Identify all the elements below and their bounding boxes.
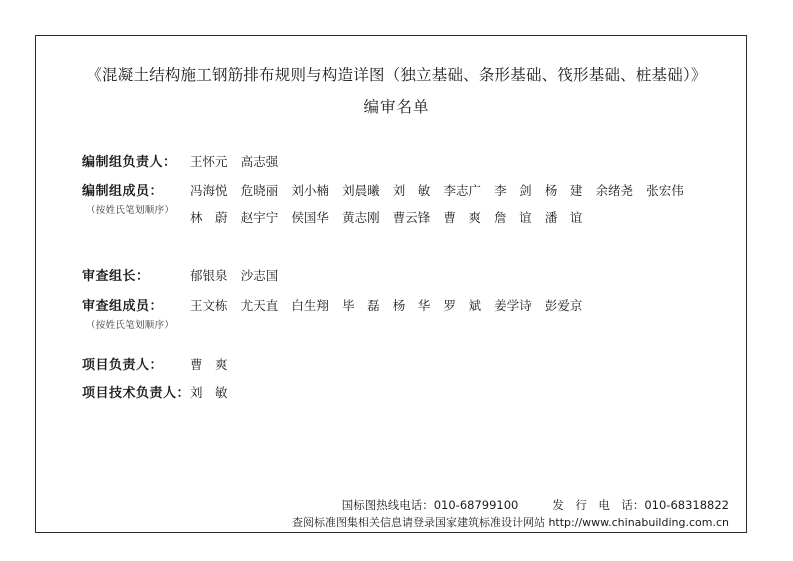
- person-name: 曹 爽: [190, 357, 228, 372]
- review-members-section: [82, 295, 596, 331]
- editor-lead-names: [190, 152, 291, 170]
- person-name: 高志强: [240, 154, 279, 169]
- editor-members-line1: [190, 181, 697, 199]
- person-name: 毕 磊: [342, 298, 380, 313]
- review-members-label: 审查组成员：: [82, 299, 164, 314]
- person-name: 杨 华: [392, 298, 431, 313]
- person-name: 刘晨曦: [342, 183, 380, 198]
- person-name: 李志广: [443, 183, 481, 198]
- person-name: 赵宇宁: [240, 210, 279, 225]
- editor-members-label: 编制组成员：: [82, 184, 164, 199]
- footer-phones: [342, 497, 729, 513]
- review-lead-section: [82, 265, 291, 284]
- footer-website: 查阅标准图集相关信息请登录国家建筑标准设计网站 http://www.chinabuilding.com.cn: [291, 516, 729, 529]
- project-lead-section: [82, 354, 241, 373]
- editor-lead-section: [82, 151, 291, 170]
- person-name: 林 蔚: [190, 210, 228, 225]
- tech-lead-names: [190, 383, 241, 401]
- person-name: 王文栋: [190, 298, 228, 313]
- person-name: 黄志刚: [342, 210, 380, 225]
- person-name: 詹 谊: [494, 210, 532, 225]
- person-name: 罗 斌: [443, 298, 481, 313]
- review-lead-names: [190, 266, 291, 284]
- tech-lead-section: [82, 382, 241, 401]
- person-name: 沙志国: [240, 268, 279, 283]
- tech-lead-label: 项目技术负责人：: [82, 386, 191, 401]
- person-name: 尤天直: [240, 298, 279, 313]
- person-name: 刘 敏: [392, 183, 431, 198]
- person-name: 侯国华: [291, 210, 329, 225]
- sales-phone-text: 发 行 电 话：010-68318822: [552, 498, 729, 512]
- person-name: 曹云锋: [392, 210, 431, 225]
- review-lead-label: 审查组长：: [82, 269, 150, 284]
- editor-members-section: [82, 180, 702, 240]
- editor-lead-label: 编制组负责人：: [82, 155, 177, 170]
- person-name: 李 剑: [494, 183, 532, 198]
- person-name: 余绪尧: [595, 183, 634, 198]
- person-name: 白生翔: [291, 298, 329, 313]
- document-title: 《混凝土结构施工钢筋排布规则与构造详图（独立基础、条形基础、筏形基础、桩基础）》: [86, 66, 707, 84]
- person-name: 杨 建: [544, 183, 583, 198]
- person-name: 张宏伟: [646, 183, 684, 198]
- editor-members-line2: [190, 208, 596, 226]
- person-name: 刘小楠: [291, 183, 329, 198]
- person-name: 刘 敏: [190, 385, 228, 400]
- person-name: 潘 谊: [544, 210, 583, 225]
- editor-members-note: （按姓氏笔划顺序）: [86, 205, 175, 216]
- person-name: 冯海悦: [190, 183, 228, 198]
- person-name: 彭爱京: [544, 298, 583, 313]
- review-members-names: [190, 296, 596, 314]
- person-name: 王怀元: [190, 154, 228, 169]
- person-name: 郁银泉: [190, 268, 228, 283]
- person-name: 危晓丽: [240, 183, 279, 198]
- review-members-note: （按姓氏笔划顺序）: [86, 320, 175, 331]
- hotline-text: 国标图热线电话：010-68799100: [341, 498, 519, 512]
- document-subtitle: 编审名单: [363, 98, 430, 116]
- project-lead-names: [190, 355, 241, 373]
- person-name: 姜学诗: [494, 298, 532, 313]
- person-name: 曹 爽: [443, 210, 481, 225]
- project-lead-label: 项目负责人：: [82, 358, 164, 373]
